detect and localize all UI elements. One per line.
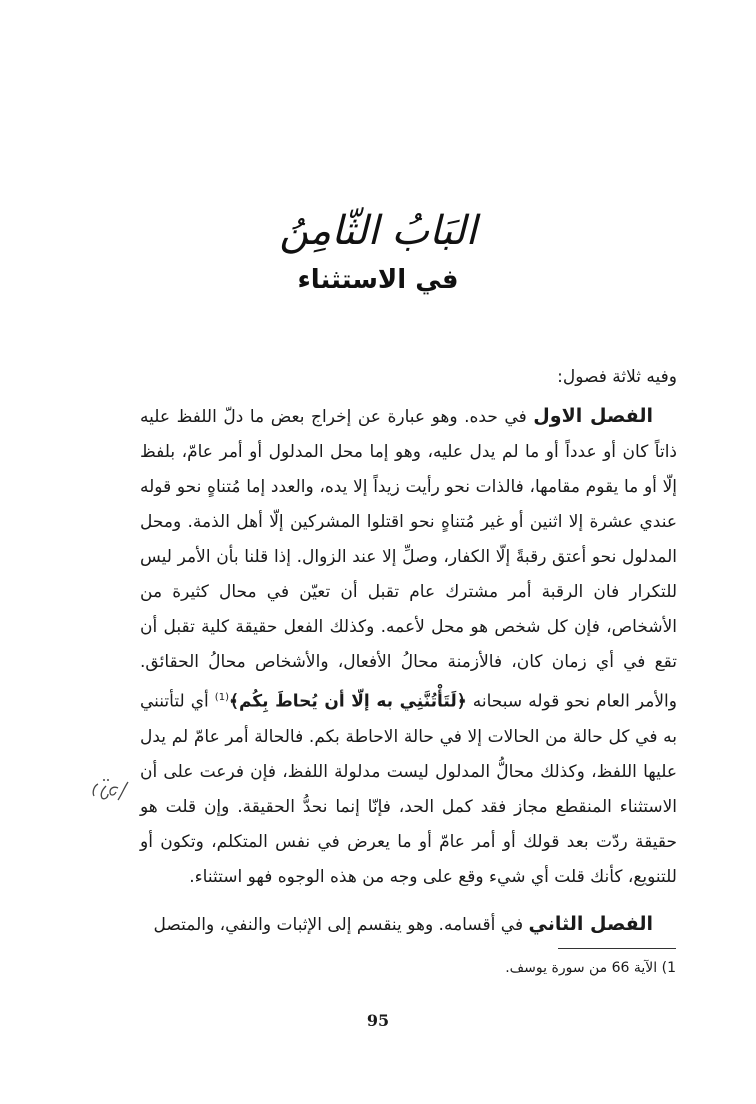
body-text — [140, 360, 677, 943]
section-2-paragraph — [140, 907, 677, 943]
quran-quote: ﴿لَتَأْتُنَّنِي به إلّا أن يُحاطَ بِكُم﴾ — [228, 691, 467, 712]
section-1-heading: الفصل الاول — [533, 405, 654, 427]
handwritten-scribble-icon — [84, 774, 134, 808]
page-number: 95 — [366, 1011, 390, 1030]
footnote-divider — [558, 948, 676, 949]
intro-line: وفيه ثلاثة فصول: — [557, 367, 677, 387]
section-2-text: في أقسامه. وهو ينقسم إلى الإثبات والنفي، والمتصل — [153, 914, 529, 935]
section-1-text-part-a: في حده. وهو عبارة عن إخراج بعض ما دلّ اللفظ عليه ذاتاً كان أو عدداً أو ما لم يدل عليه، وهو إما محل المدلول أو أمر عامّ، بلفظ إلّا أو ما يقوم مقامها، فالذات نحو رأيت زيداً إلا يده، والعدد إما مُتناهٍ نحو قوله عندي عشرة إلا اثنين أو غير مُتناهٍ نحو اقتلوا المشركين إلّا أهل الذمة. ومحل المدلول نحو أعتق رقبةً إلّا الكفار، وصلِّ إلا عند الزوال. إذا قلنا بأن الأمر ليس للتكرار فان الرقبة أمر مشترك عام تقبل أن تعيّن في محال كثيرة من الأشخاص، فإن كل شخص هو محل لأعمه. وكذلك الفعل حقيقة كلية تقبل أن تقع في أي زمان كان، فالأزمنة محالُ الأفعال، والأشخاص محالُ الحقائق. والأمر العام نحو قوله سبحانه — [140, 407, 677, 712]
handwritten-margin-note — [84, 774, 134, 808]
footnote-reference: (1) — [214, 692, 229, 703]
chapter-title: البَابُ الثّامِنُ — [279, 208, 477, 254]
footnote: 1) الآية 66 من سورة يوسف. — [505, 960, 676, 976]
chapter-subtitle: في الاستثناء — [297, 265, 459, 295]
section-1-paragraph — [140, 399, 677, 895]
section-1-text-part-b: أي لتأتنني به في كل حالة من الحالات إلا في حالة الاحاطة بكم. فالحالة أمر عامّ لم يدل عليها اللفظ، وكذلك محالُّ المدلول ليست مدلولة اللفظ، فإن فرعت على أن الاستثناء المنقطع مجاز فقد كمل الحد، فإنّا إنما نحدُّ الحقيقة. وإن قلت هو حقيقة ردّت بعد قولك أو أمر عامّ أو ما يعرض في نفس المتكلم، وتكون أو للتنويع، كأنك قلت أي شيء وقع على وجه من هذه الوجوه فهو استثناء. — [140, 691, 677, 887]
section-2-heading: الفصل الثاني — [528, 912, 653, 935]
